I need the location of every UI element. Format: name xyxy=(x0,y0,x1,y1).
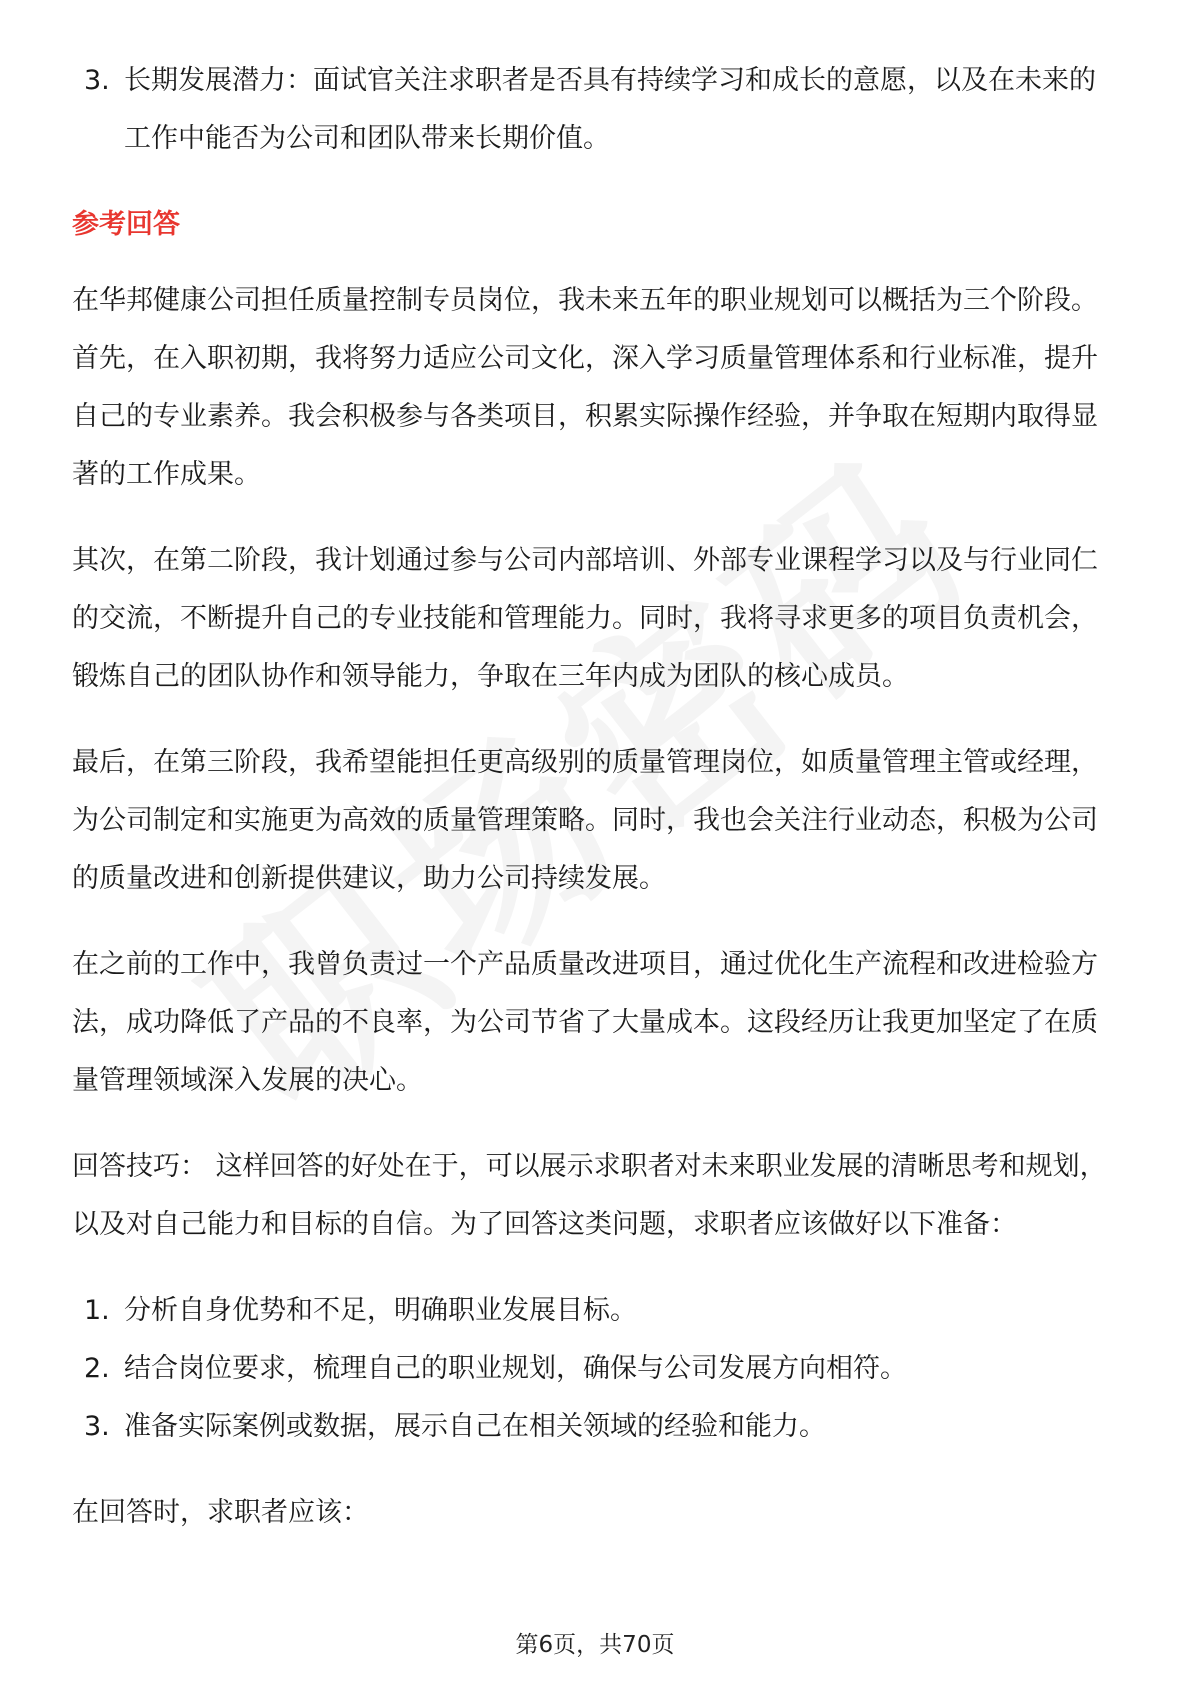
list-text: 准备实际案例或数据，展示自己在相关领域的经验和能力。 xyxy=(124,1411,826,1442)
list-number: 3. xyxy=(84,1411,110,1442)
document-body xyxy=(72,52,1122,1542)
paragraph-tips: 回答技巧： 这样回答的好处在于，可以展示求职者对未来职业发展的清晰思考和规划，以及对自己能力和目标的自信。为了回答这类问题，求职者应该做好以下准备： xyxy=(72,1151,1107,1240)
list-number: 2. xyxy=(84,1353,110,1384)
list-number: 1. xyxy=(84,1295,110,1326)
paragraph-1: 在华邦健康公司担任质量控制专员岗位，我未来五年的职业规划可以概括为三个阶段。首先，在入职初期，我将努力适应公司文化，深入学习质量管理体系和行业标准，提升自己的专业素养。我会积极参与各类项目，积累实际操作经验，并争取在短期内取得显著的工作成果。 xyxy=(72,285,1098,490)
list-item xyxy=(72,1340,1122,1398)
list-item-long-term-potential xyxy=(72,52,1122,168)
paragraph-4: 在之前的工作中，我曾负责过一个产品质量改进项目，通过优化生产流程和改进检验方法，成功降低了产品的不良率，为公司节省了大量成本。这段经历让我更加坚定了在质量管理领域深入发展的决心。 xyxy=(72,949,1098,1096)
list-text: 结合岗位要求，梳理自己的职业规划，确保与公司发展方向相符。 xyxy=(124,1353,907,1384)
tips-list xyxy=(72,1282,1122,1456)
list-item xyxy=(72,1282,1122,1340)
list-text: 长期发展潜力：面试官关注求职者是否具有持续学习和成长的意愿，以及在未来的工作中能否为公司和团队带来长期价值。 xyxy=(124,65,1096,154)
paragraph-2: 其次，在第二阶段，我计划通过参与公司内部培训、外部专业课程学习以及与行业同仁的交流，不断提升自己的专业技能和管理能力。同时，我将寻求更多的项目负责机会，锻炼自己的团队协作和领导能力，争取在三年内成为团队的核心成员。 xyxy=(72,545,1098,692)
paragraph-3: 最后，在第三阶段，我希望能担任更高级别的质量管理岗位，如质量管理主管或经理，为公司制定和实施更为高效的质量管理策略。同时，我也会关注行业动态，积极为公司的质量改进和创新提供建议，助力公司持续发展。 xyxy=(72,747,1098,894)
page-footer: 第6页，共70页 xyxy=(515,1632,675,1658)
closing-line: 在回答时，求职者应该： xyxy=(72,1497,369,1528)
section-heading: 参考回答 xyxy=(72,209,180,240)
list-item xyxy=(72,1398,1122,1456)
list-text: 分析自身优势和不足，明确职业发展目标。 xyxy=(124,1295,637,1326)
list-number: 3. xyxy=(84,65,110,96)
